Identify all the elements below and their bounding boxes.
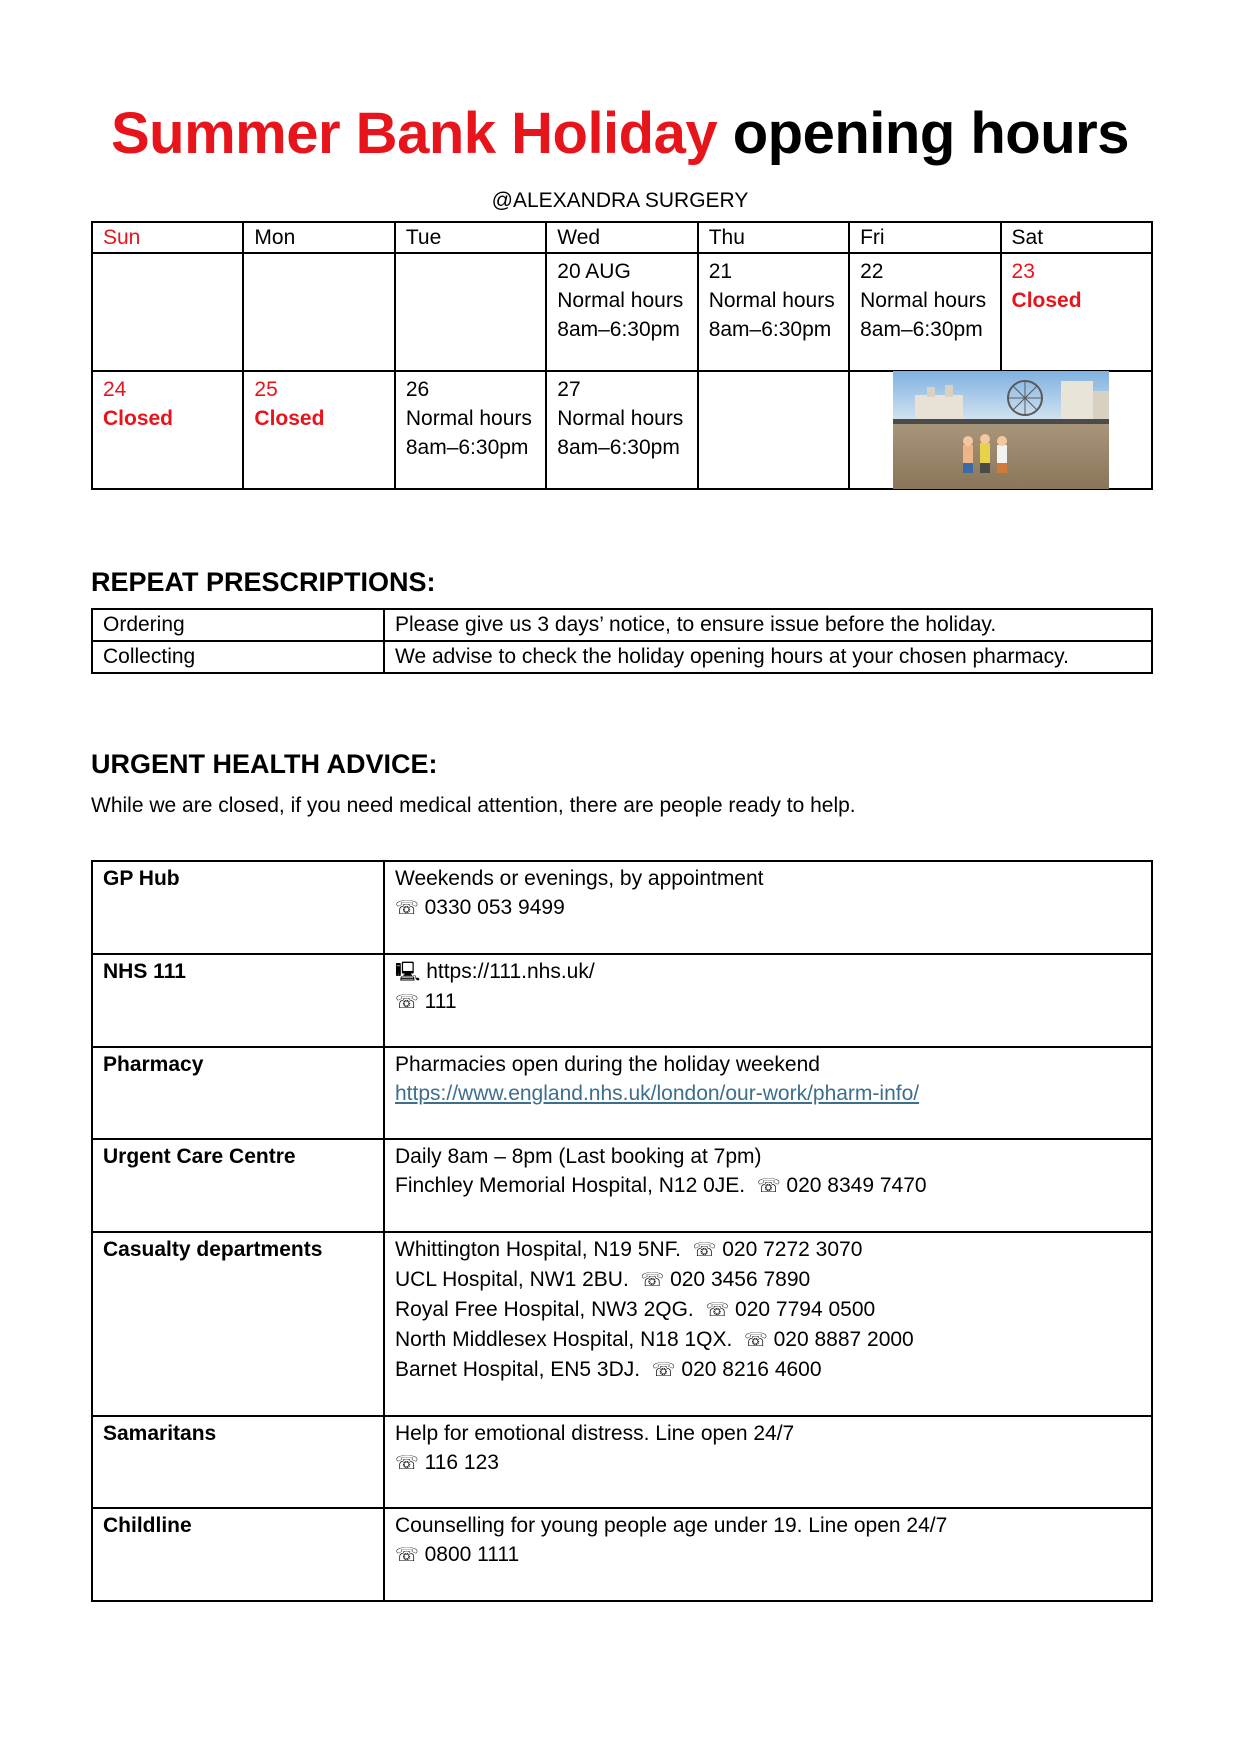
table-row — [92, 954, 1152, 1047]
table-row — [92, 609, 1152, 641]
cal-date: 26 — [405, 378, 430, 401]
pier-deck — [893, 419, 1109, 424]
service-details — [384, 1508, 1152, 1601]
service-details — [384, 1139, 1152, 1232]
calendar-week-1 — [92, 253, 1152, 371]
cal-date: 21 — [708, 260, 733, 283]
phone-icon: ☏ — [692, 1239, 717, 1261]
service-details — [384, 1232, 1152, 1416]
pharmacy-link[interactable]: https://www.england.nhs.uk/london/our-work/pharm-info/ — [395, 1082, 920, 1105]
advice-table — [91, 860, 1153, 1602]
cal-closed: Closed — [103, 407, 174, 430]
service-details — [384, 861, 1152, 954]
table-row — [92, 1047, 1152, 1139]
child-figure — [963, 445, 973, 463]
prescriptions-table — [91, 608, 1153, 674]
child-figure — [997, 445, 1007, 463]
cal-cell-thu-21 — [698, 253, 849, 371]
cal-hours-label: Normal hours — [708, 289, 835, 312]
child-head — [980, 434, 990, 444]
service-text: Daily 8am – 8pm (Last booking at 7pm) — [395, 1145, 762, 1168]
prescription-text: Please give us 3 days’ notice, to ensure issue before the holiday. — [384, 609, 1152, 641]
cal-hours-label: Normal hours — [860, 289, 987, 312]
table-row — [92, 1139, 1152, 1232]
cal-hours-time: 8am–6:30pm — [405, 436, 529, 459]
service-label: Samaritans — [92, 1416, 384, 1508]
page-title — [0, 98, 1240, 170]
cal-cell-sun-24 — [92, 371, 243, 489]
computer-icon: 🖳 — [395, 961, 421, 983]
cal-cell-empty — [698, 371, 849, 489]
cal-cell-empty — [243, 253, 394, 371]
cal-cell-mon-25 — [243, 371, 394, 489]
cal-cell-sat-23 — [1001, 253, 1152, 371]
seafront-hotel — [1093, 391, 1109, 421]
cal-date: 24 — [103, 378, 127, 401]
seaside-image — [893, 371, 1109, 489]
table-row — [92, 861, 1152, 954]
day-header-mon: Mon — [243, 222, 394, 253]
phone-icon: ☏ — [743, 1329, 768, 1351]
title-holiday: Summer Bank Holiday — [110, 101, 718, 166]
day-header-wed: Wed — [546, 222, 697, 253]
cal-cell-tue-26 — [395, 371, 546, 489]
service-label: GP Hub — [92, 861, 384, 954]
hospital-name: UCL Hospital, NW1 2BU. — [395, 1268, 629, 1291]
advice-heading: URGENT HEALTH ADVICE: — [91, 749, 438, 779]
child-figure-legs — [997, 463, 1007, 473]
phone-number[interactable]: 020 8887 2000 — [773, 1328, 914, 1351]
phone-icon: ☏ — [395, 991, 419, 1013]
cal-hours-label: Normal hours — [405, 407, 532, 430]
child-figure-legs — [963, 463, 973, 473]
table-row — [92, 1232, 1152, 1416]
prescription-text: We advise to check the holiday opening hours at your chosen pharmacy. — [384, 641, 1152, 673]
cal-hours-time: 8am–6:30pm — [557, 318, 680, 341]
service-label: NHS 111 — [92, 954, 384, 1047]
prescriptions-heading: REPEAT PRESCRIPTIONS: — [91, 567, 436, 597]
title-opening-hours: opening hours — [732, 101, 1129, 166]
day-header-fri: Fri — [849, 222, 1000, 253]
prescription-label: Ordering — [92, 609, 384, 641]
table-row — [92, 641, 1152, 673]
phone-number[interactable]: 020 3456 7890 — [670, 1268, 811, 1291]
table-row — [92, 1416, 1152, 1508]
pier-building — [915, 395, 963, 421]
nhs-link[interactable]: https://111.nhs.uk/ — [426, 960, 595, 983]
prescription-label: Collecting — [92, 641, 384, 673]
cal-date: 22 — [860, 260, 884, 283]
phone-icon: ☏ — [395, 1452, 419, 1474]
table-row — [92, 1508, 1152, 1601]
hospital-name: North Middlesex Hospital, N18 1QX. — [395, 1328, 733, 1351]
service-text: Weekends or evenings, by appointment — [395, 867, 764, 890]
child-head — [997, 436, 1007, 446]
cal-hours-time: 8am–6:30pm — [708, 318, 832, 341]
cal-hours-label: Normal hours — [557, 407, 684, 430]
phone-number[interactable]: 116 123 — [424, 1451, 499, 1474]
phone-number[interactable]: 0800 1111 — [424, 1543, 520, 1566]
service-text: Help for emotional distress. Line open 24/7 — [395, 1422, 795, 1445]
service-details — [384, 1416, 1152, 1508]
child-figure-legs — [980, 463, 990, 473]
pier-tower — [927, 387, 935, 397]
day-header-sun: Sun — [92, 222, 243, 253]
child-figure — [980, 443, 990, 463]
service-label: Urgent Care Centre — [92, 1139, 384, 1232]
phone-icon: ☏ — [705, 1299, 730, 1321]
calendar-header-row — [92, 222, 1152, 253]
cal-hours-time: 8am–6:30pm — [557, 436, 680, 459]
hospital-name: Royal Free Hospital, NW3 2QG. — [395, 1298, 694, 1321]
phone-number[interactable]: 0330 053 9499 — [424, 896, 565, 919]
cal-cell-empty — [395, 253, 546, 371]
phone-number[interactable]: 020 8349 7470 — [786, 1174, 927, 1197]
cal-date: 25 — [254, 378, 278, 401]
cal-cell-fri-22 — [849, 253, 1000, 371]
phone-number[interactable]: 020 7794 0500 — [735, 1298, 876, 1321]
hospital-name: Whittington Hospital, N19 5NF. — [395, 1238, 681, 1261]
cal-cell-wed-27 — [546, 371, 697, 489]
cal-cell-empty — [92, 253, 243, 371]
cal-hours-label: Normal hours — [557, 289, 684, 312]
surgery-name: @ALEXANDRA SURGERY — [491, 189, 749, 212]
cal-cell-wed-20 — [546, 253, 697, 371]
cal-date: 20 AUG — [557, 260, 631, 283]
phone-icon: ☏ — [395, 1544, 419, 1566]
service-text: Counselling for young people age under 19. Line open 24/7 — [395, 1514, 948, 1537]
advice-intro: While we are closed, if you need medical attention, there are people ready to help. — [91, 794, 856, 817]
phone-number[interactable]: 111 — [424, 990, 457, 1013]
service-label: Casualty departments — [92, 1232, 384, 1416]
service-text: Pharmacies open during the holiday weekend — [395, 1053, 820, 1076]
pier-tower — [945, 385, 953, 397]
service-details — [384, 954, 1152, 1047]
cal-date: 27 — [557, 378, 581, 401]
day-header-thu: Thu — [698, 222, 849, 253]
phone-icon: ☏ — [756, 1175, 781, 1197]
phone-icon: ☏ — [651, 1359, 676, 1381]
cal-closed: Closed — [1011, 289, 1082, 312]
cal-hours-time: 8am–6:30pm — [860, 318, 983, 341]
child-head — [963, 436, 973, 446]
seafront-hotel — [1061, 381, 1093, 421]
day-header-tue: Tue — [395, 222, 546, 253]
cal-date: 23 — [1011, 260, 1035, 283]
service-label: Pharmacy — [92, 1047, 384, 1139]
phone-number[interactable]: 020 7272 3070 — [722, 1238, 863, 1261]
hospital-name: Barnet Hospital, EN5 3DJ. — [395, 1358, 641, 1381]
day-header-sat: Sat — [1001, 222, 1152, 253]
cal-closed: Closed — [254, 407, 325, 430]
phone-icon: ☏ — [395, 897, 419, 919]
service-address: Finchley Memorial Hospital, N12 0JE. — [395, 1174, 746, 1197]
service-details — [384, 1047, 1152, 1139]
phone-number[interactable]: 020 8216 4600 — [681, 1358, 822, 1381]
phone-icon: ☏ — [640, 1269, 665, 1291]
service-label: Childline — [92, 1508, 384, 1601]
